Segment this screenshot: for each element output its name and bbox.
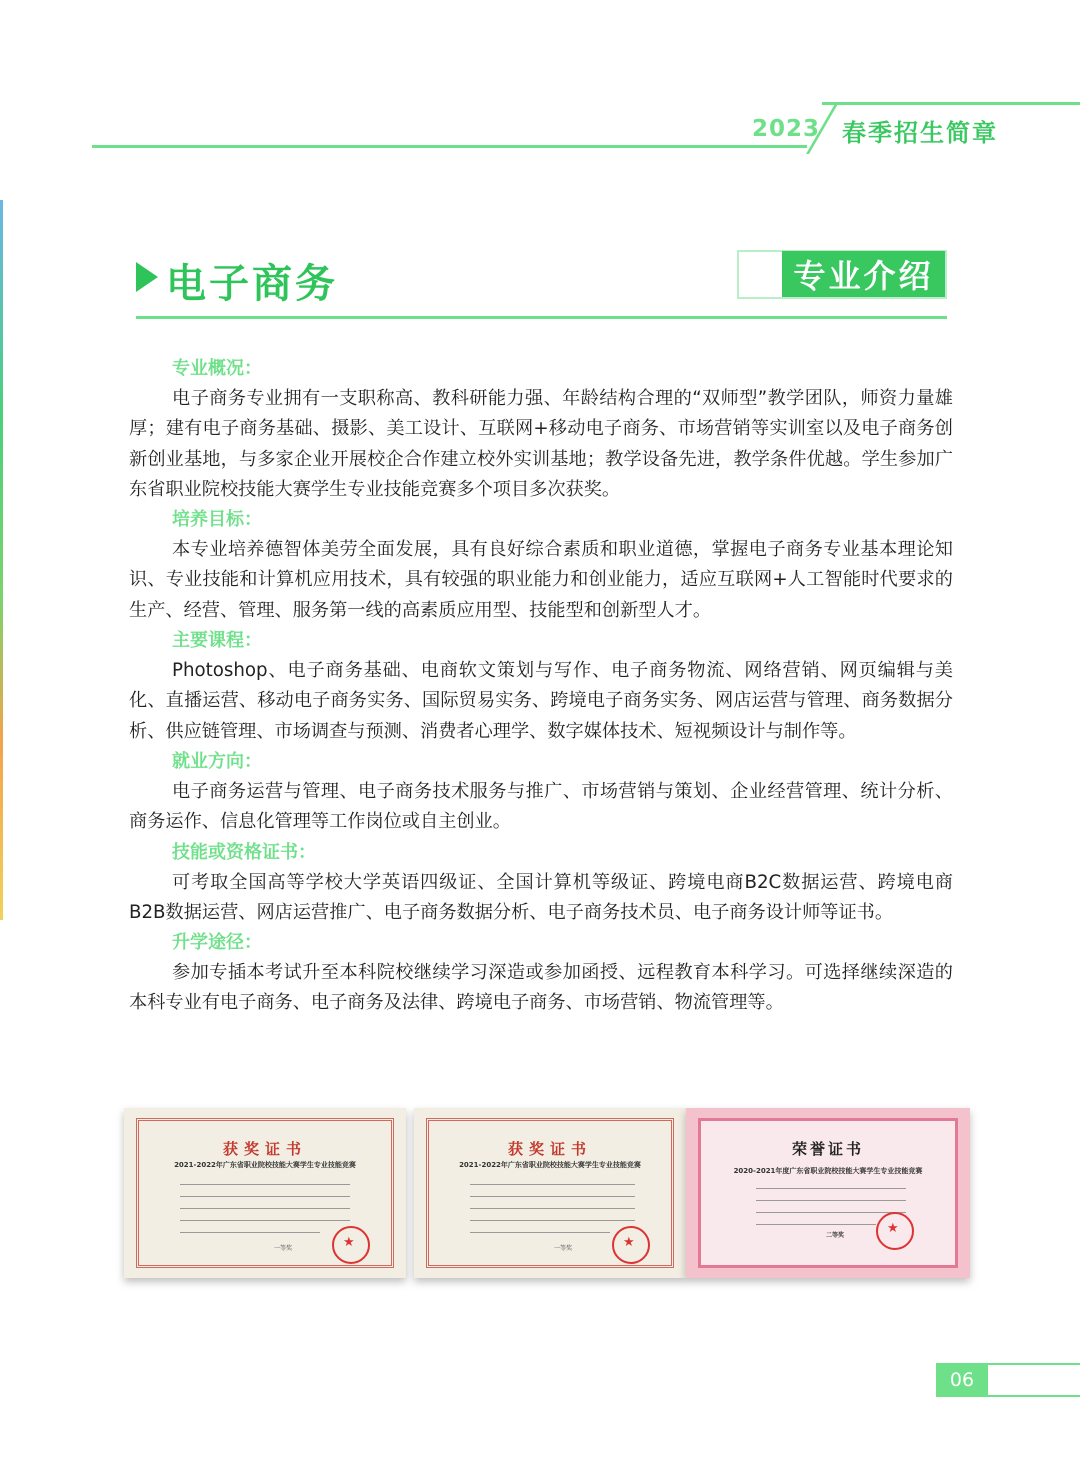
certificate-subtitle: 2021-2022年广东省职业院校技能大赛学生专业技能竞赛 — [459, 1161, 641, 1169]
page-number: 06 — [936, 1363, 988, 1397]
block-heading: 就业方向： — [172, 750, 262, 772]
section-tag: 专业介绍 — [782, 251, 945, 297]
certificate-title: 获奖证书 — [222, 1140, 307, 1158]
official-seal-icon — [612, 1226, 650, 1264]
certificate-image — [414, 1108, 686, 1278]
play-arrow-icon — [136, 262, 158, 292]
official-seal-icon — [876, 1212, 914, 1250]
left-edge-decoration — [0, 200, 3, 920]
certificate-image — [686, 1108, 970, 1278]
block-text: 电子商务运营与管理、电子商务技术服务与推广、市场营销与策划、企业经营管理、统计分析、商务运作、信息化管理等工作岗位或自主创业。 — [129, 780, 953, 833]
certificate-award: 二等奖 — [826, 1232, 845, 1239]
certificate-gallery — [124, 1108, 970, 1278]
career-block — [129, 747, 953, 838]
major-introduction — [129, 354, 953, 1019]
block-text: Photoshop、电子商务基础、电商软文策划与写作、电子商务物流、网络营销、网页编辑与美化、直播运营、移动电子商务实务、国际贸易实务、跨境电子商务实务、网店运营与管理、商务数据分析、供应链管理、市场调查与预测、消费者心理学、数字媒体技术、短视频设计与制作等。 — [129, 660, 953, 742]
block-heading: 技能或资格证书： — [172, 841, 316, 863]
block-text: 可考取全国高等学校大学英语四级证、全国计算机等级证、跨境电商B2C数据运营、跨境电商B2B数据运营、网店运营推广、电子商务数据分析、电子商务技术员、电子商务设计师等证书。 — [129, 871, 953, 923]
block-heading: 主要课程： — [172, 630, 262, 652]
certificate-title: 获奖证书 — [507, 1140, 592, 1158]
block-heading: 升学途径： — [172, 932, 262, 954]
header-year: 2023 — [752, 116, 821, 142]
header-rule — [92, 145, 807, 148]
certificate-image — [124, 1108, 406, 1278]
objective-block — [129, 505, 953, 626]
certificate-title: 荣誉证书 — [791, 1140, 864, 1158]
further-study-block — [129, 928, 953, 1019]
header-top-rule — [822, 102, 1080, 105]
page-number-rule-top — [988, 1363, 1080, 1365]
block-text: 本专业培养德智体美劳全面发展，具有良好综合素质和职业道德，掌握电子商务专业基本理论知识、专业技能和计算机应用技术，具有较强的职业能力和创业能力，适应互联网+人工智能时代要求的生产、经营、管理、服务第一线的高素质应用型、技能型和创新型人才。 — [129, 539, 953, 621]
block-text: 电子商务专业拥有一支职称高、教科研能力强、年龄结构合理的“双师型”教学团队，师资力量雄厚；建有电子商务基础、摄影、美工设计、互联网+移动电子商务、市场营销等实训室以及电子商务创新创业基地，与多家企业开展校企合作建立校外实训基地；教学设备先进，教学条件优越。学生参加广东省职业院校技能大赛学生专业技能竞赛多个项目多次获奖。 — [129, 388, 953, 500]
certificate-award: 一等奖 — [274, 1245, 293, 1252]
header-brochure-title: 春季招生简章 — [842, 119, 998, 147]
overview-block — [129, 354, 953, 505]
block-heading: 专业概况： — [172, 358, 262, 379]
certificate-award: 一等奖 — [554, 1245, 573, 1252]
courses-block — [129, 626, 953, 747]
official-seal-icon — [332, 1226, 370, 1264]
page-number-rule — [988, 1395, 1080, 1397]
section-rule — [136, 316, 947, 319]
certificates-block — [129, 838, 953, 929]
block-heading: 培养目标： — [172, 509, 262, 531]
block-text: 参加专插本考试升至本科院校继续学习深造或参加函授、远程教育本科学习。可选择继续深造的本科专业有电子商务、电子商务及法律、跨境电子商务、市场营销、物流管理等。 — [129, 962, 953, 1014]
certificate-subtitle: 2021-2022年广东省职业院校技能大赛学生专业技能竞赛 — [174, 1161, 356, 1169]
certificate-subtitle: 2020-2021年度广东省职业院校技能大赛学生专业技能竞赛 — [733, 1167, 923, 1175]
section-title: 电子商务 — [166, 261, 338, 307]
